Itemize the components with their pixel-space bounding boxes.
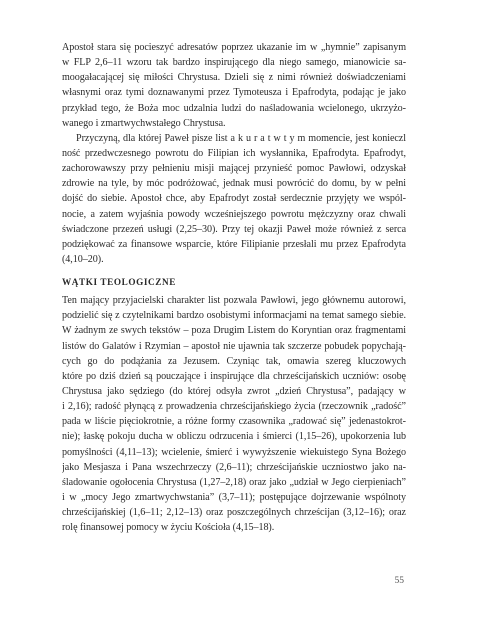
text-line: i w „mocy Jego zmartwychwstania” (3,7–11); postępujące dojrzewanie wspólnoty — [62, 491, 406, 503]
text-line: podzielić się z czytelnikami bardzo osobistymi informacjami na temat samego siebie. — [62, 310, 406, 322]
text-line: nie); łaskę pokoju ducha w obliczu odrzucenia i śmierci (1,15–26), upokorzenia lub — [62, 431, 406, 443]
text-line: pada w liście pięciokrotnie, a różne formy czasownika „radować się” jedenastokrot- — [62, 416, 406, 428]
paragraph-intro — [62, 40, 406, 131]
text-line: które po dziś dzień są pouczające i inspirujące dla chrześcijańskich uczniów: osobę — [62, 370, 406, 382]
text-line: przykład tego, że Boża moc udzalnia ludzi do naśladowania wcielonego, ukrzyżo- — [62, 102, 406, 114]
text-line: wanego i zmartwychwstałego Chrystusa. — [62, 117, 226, 129]
text-line: Apostoł stara się pocieszyć adresatów poprzez ukazanie im w „hymnie” zapisanym — [62, 42, 406, 53]
text-line: cych go do podążania za Jezusem. Czyniąc tak, omawia szereg kluczowych — [62, 355, 406, 367]
text-line: jako Mesjasza i Pana wszechrzeczy (2,6–11); chrześcijańskie uczniostwo jako na- — [62, 461, 406, 473]
text-line: zachorowawszy przy pełnieniu misji mającej przynieść pomoc Pawłowi, odzyskał — [62, 163, 406, 175]
text-line: zdrowie na tyle, by móc podróżować, jednak musi powrócić do domu, by w pełni — [62, 178, 406, 190]
paragraph-theology — [62, 293, 406, 535]
text-line: dojść do siebie. Apostoł chce, aby Epafrodyt został serdecznie przyjęty we wspól- — [62, 193, 406, 205]
text-line: świadczone przezeń usługi (2,25–30). Przy tej okazji Paweł może również z serca — [62, 223, 406, 235]
text-line: w FLP 2,6–11 wzoru tak bardzo inspirującego dla niego samego, mianowicie sa- — [62, 57, 406, 69]
text-line: własnymi oraz tymi doznawanymi przez Tymoteusza i Epafrodyta, podając je jako — [62, 87, 406, 99]
section-heading: WĄTKI TEOLOGICZNE — [62, 277, 176, 288]
page-number: 55 — [394, 576, 404, 586]
text-line: ność przedwczesnego powrotu do Filipian ich wysłannika, Epafrodyta. Epafrodyt, — [62, 147, 406, 159]
text-line: i 2,16); radość płynącą z prowadzenia chrześcijańskiego życia (rzeczownik „radość” — [62, 401, 406, 413]
text-line: chrześcijańskiej (1,6–11; 2,12–13) oraz poszczególnych chrześcijan (3,12–16); oraz — [62, 507, 406, 519]
text-line: nocie, a zatem wyjaśnia powody wcześniejszego powrotu mężczyzny oraz chwali — [62, 208, 406, 220]
text-line: podziękować za finansowe wsparcie, które Filipianie przesłali mu przez Epafrodyta — [62, 238, 406, 250]
text-line: Przyczyną, dla której Paweł pisze list a k u r a t w t y m momencie, jest konieczl — [76, 132, 406, 144]
text-line: rolę finansowej pomocy w życiu Kościoła (4,15–18). — [62, 522, 275, 534]
text-line: Ten mający przyjacielski charakter list pozwala Pawłowi, jego głównemu autorowi, — [62, 295, 406, 307]
text-line: śladowanie ogołocenia Chrystusa (1,27–2,18) oraz jako „udział w Jego cierpieniach” — [62, 476, 406, 488]
text-line: Chrystusa jako sędziego (do której odsyła zwrot „dzień Chrystusa”, padający w — [62, 385, 406, 397]
paragraph-reason — [62, 131, 406, 267]
text-line: W żadnym ze swych tekstów – poza Drugim Listem do Koryntian oraz fragmentami — [62, 325, 406, 337]
text-line: moogałacającej się miłości Chrystusa. Dzieli się z nimi również doświadczeniami — [62, 72, 406, 84]
text-line: (4,10–20). — [62, 253, 104, 265]
text-line: pomyślności (4,11–13); wcielenie, śmierć i wywyższenie wiekuistego Syna Bożego — [62, 446, 406, 458]
page-content — [62, 40, 406, 535]
text-line: listów do Galatów i Rzymian – apostoł nie ujawnia tak szczerze pobudek popychają- — [62, 340, 406, 352]
